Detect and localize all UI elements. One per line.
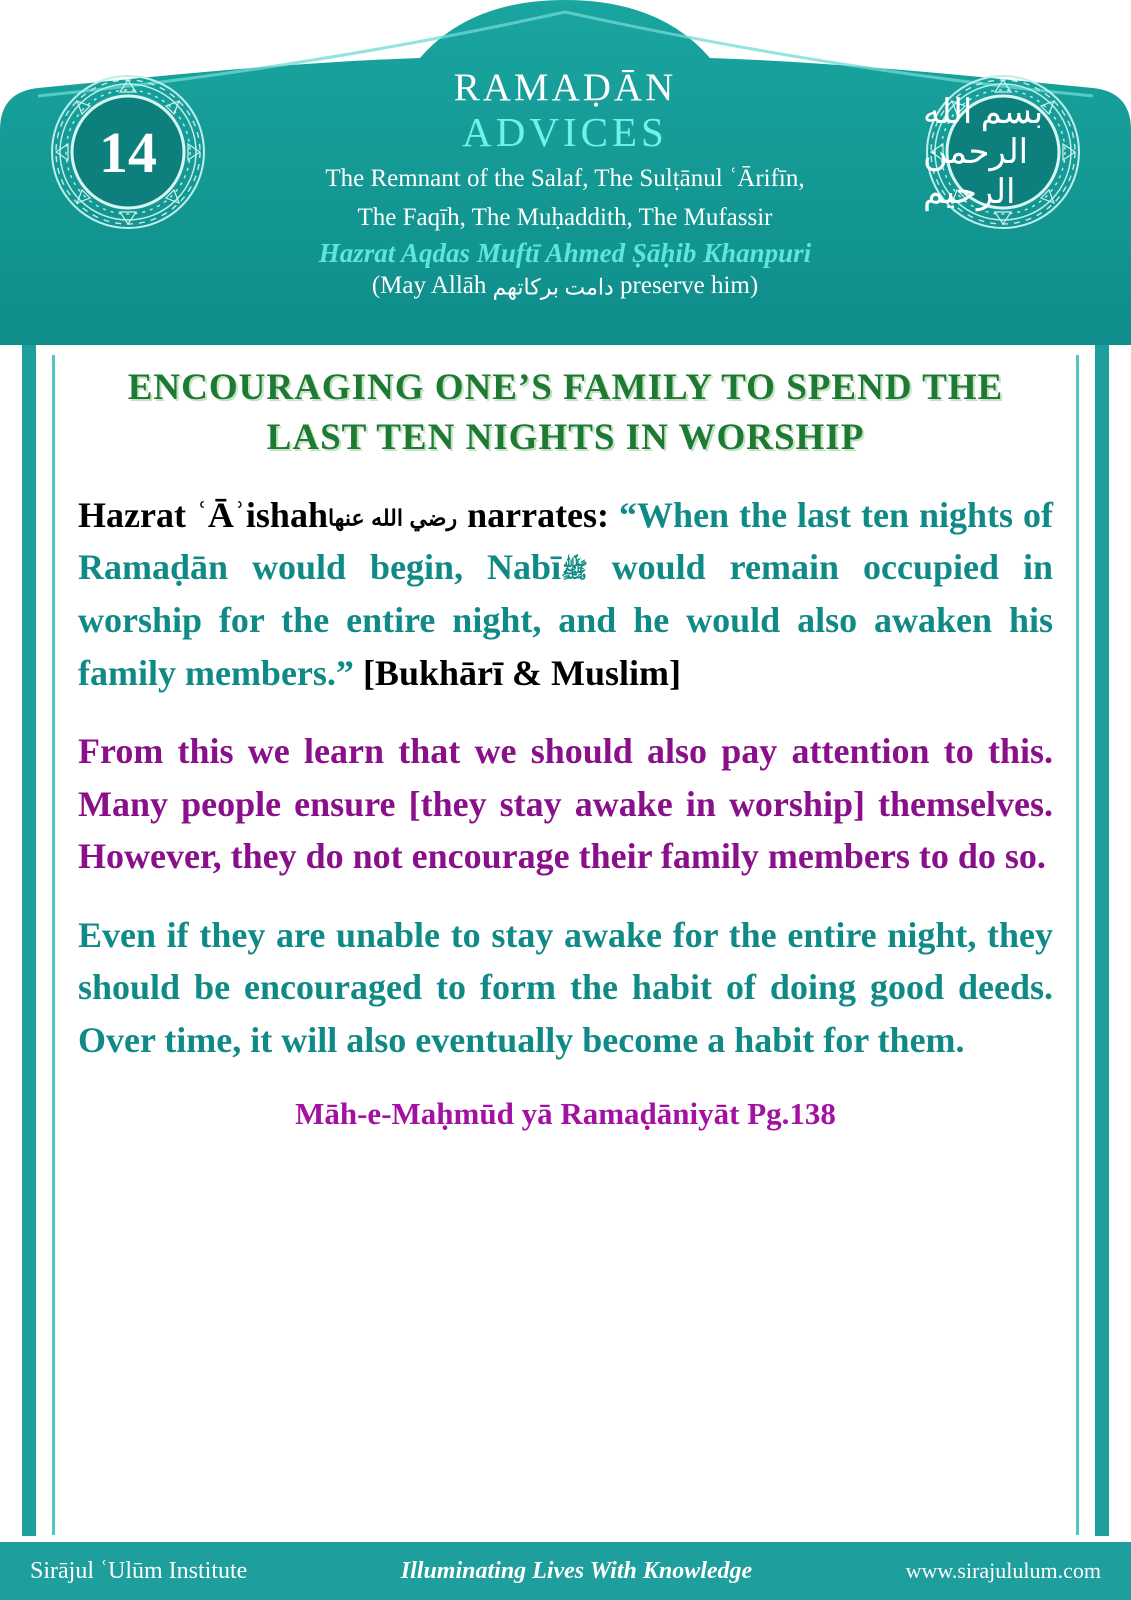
header-author-name: Hazrat Aqdas Muftī Ahmed Ṣāḥib Khanpuri bbox=[318, 238, 812, 269]
page-title: ENCOURAGING ONE’S FAMILY TO SPEND THE LAST TEN NIGHTS IN WORSHIP bbox=[127, 367, 1004, 458]
page-footer bbox=[0, 1542, 1131, 1600]
hadith-narrator: Hazrat ʿĀʾishah bbox=[78, 494, 328, 535]
page-body bbox=[0, 345, 1131, 1545]
bismillah-calligraphy: بسم الله الرحمن الرحيم bbox=[923, 94, 1044, 211]
footer-tagline: Illuminating Lives With Knowledge bbox=[400, 1557, 753, 1584]
source-reference: Māh-e-Maḥmūd yā Ramaḍāniyāt Pg.138 bbox=[295, 1096, 836, 1132]
hadith-source: [Bukhārī & Muslim] bbox=[362, 652, 681, 693]
advice-paragraph: Even if they are unable to stay awake for the entire night, they should be encouraged to form the habit of doing good deeds. Over time, it will also eventually become a habit for them. bbox=[78, 914, 1053, 1060]
hadith-quote-part2: would remain occupied in worship for the entire night, and he would also awaken his family members.” bbox=[78, 547, 1054, 693]
dua-after: preserve him) bbox=[620, 272, 759, 300]
lesson-paragraph: From this we learn that we should also pay attention to this. Many people ensure [they stay awake in worship] themselves. However, they do not encourage their family members to do so. bbox=[78, 731, 1053, 877]
header-title-sub: ADVICES bbox=[462, 109, 668, 155]
bismillah-medallion bbox=[923, 72, 1083, 237]
footer-website-link[interactable]: www.sirajululum.com bbox=[905, 1558, 1101, 1583]
footer-institute-name: Sirājul ʿUlūm Institute bbox=[30, 1557, 248, 1584]
hadith-paragraph bbox=[78, 489, 1053, 699]
dua-arabic-icon: ﺩﺍﻣﺖ ﺑﺮﻛﺎﺗﮭﻢ bbox=[492, 274, 614, 300]
dua-before: (May Allāh bbox=[371, 272, 487, 300]
header-dua bbox=[230, 272, 900, 300]
sallallahu-alayhi-wasallam-icon: ﷺ bbox=[561, 558, 588, 584]
advice-number: 14 bbox=[99, 119, 157, 185]
page-header bbox=[0, 0, 1131, 345]
header-subtitle-line1: The Remnant of the Salaf, The Sulṭānul ʿĀrifīn, bbox=[325, 165, 805, 193]
hadith-narrates-label: narrates: bbox=[467, 494, 610, 535]
content-area bbox=[78, 363, 1053, 1132]
hadith-quote-part1: “When the last ten nights of Ramaḍān would begin, Nabī bbox=[78, 494, 1054, 588]
header-subtitle-line2: The Faqīh, The Muḥaddith, The Mufassir bbox=[357, 204, 773, 232]
advice-number-medallion bbox=[48, 72, 208, 237]
header-title-main: RAMAḌĀN bbox=[453, 66, 677, 109]
radiyallahu-anha-icon: رضي الله عنها bbox=[327, 505, 458, 531]
header-titles bbox=[230, 68, 900, 301]
